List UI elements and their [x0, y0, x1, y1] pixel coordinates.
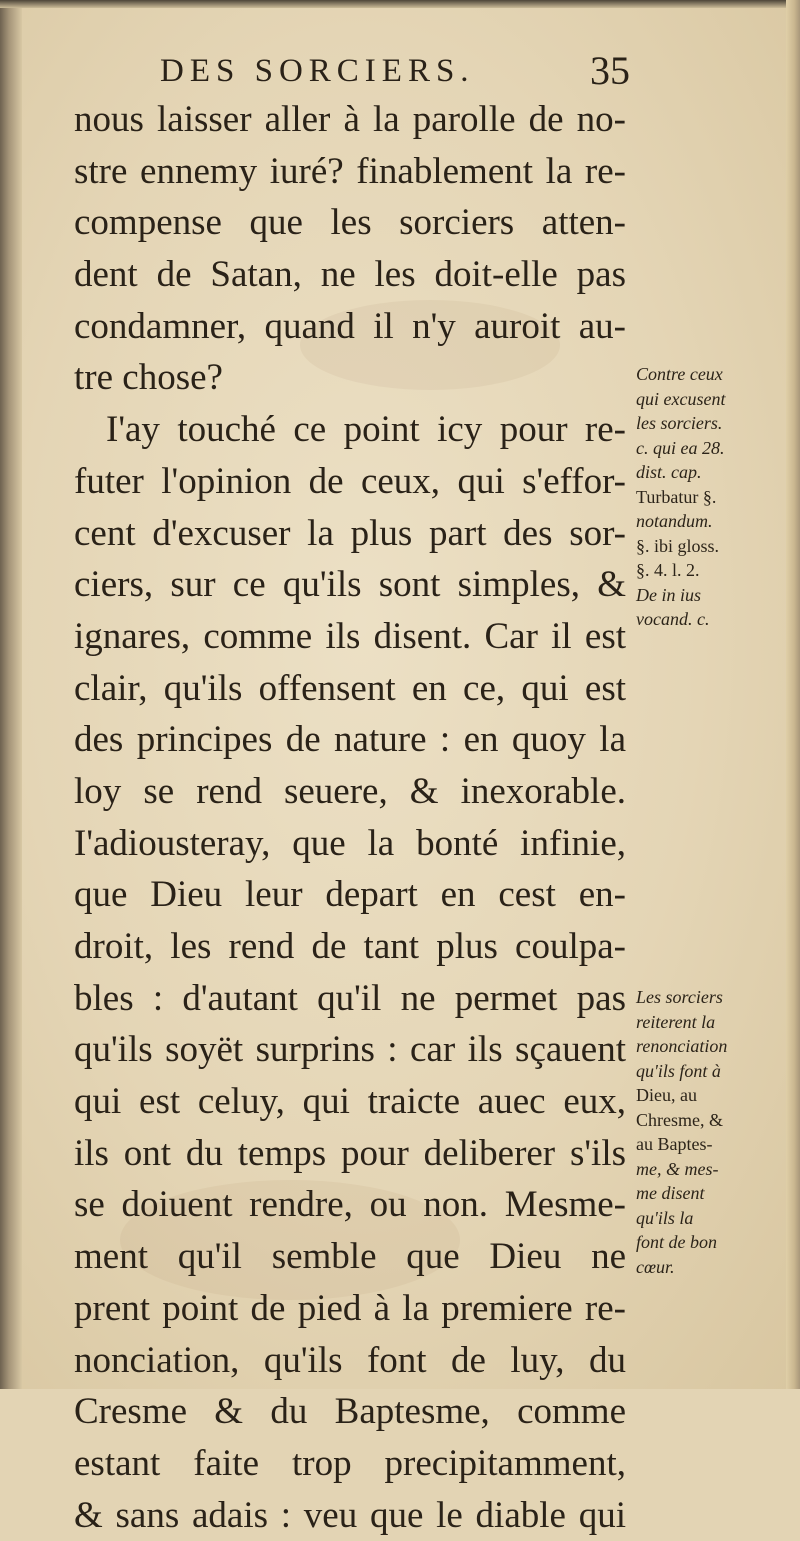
- running-head-title: DES SORCIERS.: [160, 53, 475, 89]
- margin-note-line: renonciation: [636, 1036, 728, 1056]
- margin-note-line: me disent: [636, 1183, 705, 1203]
- text-line: bles : d'autant qu'il ne permet pas: [74, 977, 626, 1019]
- marginal-note-excuse: [636, 362, 786, 632]
- text-line: I'ay touché ce point icy pour re-: [106, 409, 626, 451]
- running-head: [160, 46, 630, 96]
- text-line: ils ont du temps pour deliberer s'ils: [74, 1132, 626, 1174]
- text-line: stre ennemy iuré? finablement la re-: [74, 150, 626, 192]
- margin-note-line: dist. cap.: [636, 462, 702, 482]
- margin-note-line: au Baptes-: [636, 1134, 713, 1154]
- text-line: I'adiousteray, que la bonté infinie,: [74, 822, 626, 864]
- text-line: Cresme & du Baptesme, comme: [74, 1391, 626, 1433]
- page-top-edge: [0, 0, 800, 8]
- text-line: loy se rend seuere, & inexorable.: [74, 770, 626, 812]
- text-line: des principes de nature : en quoy la: [74, 719, 626, 761]
- margin-note-line: me, & mes-: [636, 1158, 719, 1179]
- margin-note-line: cœur.: [636, 1256, 675, 1277]
- text-line: clair, qu'ils offensent en ce, qui est: [74, 667, 626, 709]
- margin-note-line: Contre ceux: [636, 364, 723, 384]
- margin-note-line: font de bon: [636, 1232, 717, 1252]
- text-line: condamner, quand il n'y auroit au-: [74, 305, 626, 347]
- text-line: estant faite trop precipitamment,: [74, 1442, 626, 1484]
- text-line: futer l'opinion de ceux, qui s'effor-: [74, 460, 626, 502]
- margin-note-line: les sorciers.: [636, 413, 723, 433]
- margin-note-line: De in ius: [636, 584, 701, 605]
- text-line: qu'ils soyët surprins : car ils sçauent: [74, 1029, 626, 1071]
- text-line: tre chose?: [74, 357, 223, 399]
- text-line: dent de Satan, ne les doit-elle pas: [74, 254, 626, 296]
- text-line: nous laisser aller à la parolle de no-: [74, 99, 626, 140]
- text-line: ignares, comme ils disent. Car il est: [74, 615, 626, 657]
- binding-gutter: [0, 0, 22, 1389]
- text-line: qui est celuy, qui traicte auec eux,: [74, 1081, 626, 1123]
- margin-note-line: c. qui ea 28.: [636, 437, 725, 458]
- margin-note-line: Turbatur §.: [636, 486, 717, 507]
- page-number: 35: [590, 48, 630, 93]
- text-line: cent d'excuser la plus part des sor-: [74, 512, 626, 554]
- text-line: nonciation, qu'ils font de luy, du: [74, 1339, 626, 1381]
- text-line: droit, les rend de tant plus coulpa-: [74, 926, 626, 967]
- margin-note-line: qui excusent: [636, 388, 726, 409]
- text-line: ment qu'il semble que Dieu ne: [74, 1236, 626, 1278]
- margin-note-line: vocand. c.: [636, 609, 710, 629]
- main-text-block: [74, 94, 626, 1541]
- text-line: prent point de pied à la premiere re-: [74, 1287, 626, 1329]
- margin-note-line: reiterent la: [636, 1011, 716, 1032]
- text-line: que Dieu leur depart en cest en-: [74, 874, 626, 916]
- text-line: compense que les sorciers atten-: [74, 202, 626, 244]
- margin-note-line: §. ibi gloss.: [636, 535, 720, 556]
- marginal-note-renonciation: [636, 985, 786, 1279]
- margin-note-line: Les sorciers: [636, 987, 723, 1007]
- text-line: se doiuent rendre, ou non. Mesme-: [74, 1184, 626, 1226]
- text-line: ciers, sur ce qu'ils sont simples, &: [74, 564, 626, 606]
- margin-note-line: notandum.: [636, 511, 713, 531]
- margin-note-line: qu'ils font à: [636, 1060, 721, 1081]
- margin-note-line: Chresme, &: [636, 1109, 723, 1130]
- page-right-edge: [786, 0, 800, 1389]
- margin-note-line: qu'ils la: [636, 1207, 694, 1228]
- margin-note-line: Dieu, au: [636, 1085, 697, 1105]
- margin-note-line: §. 4. l. 2.: [636, 560, 700, 580]
- text-line: & sans adais : veu que le diable qui: [74, 1494, 626, 1536]
